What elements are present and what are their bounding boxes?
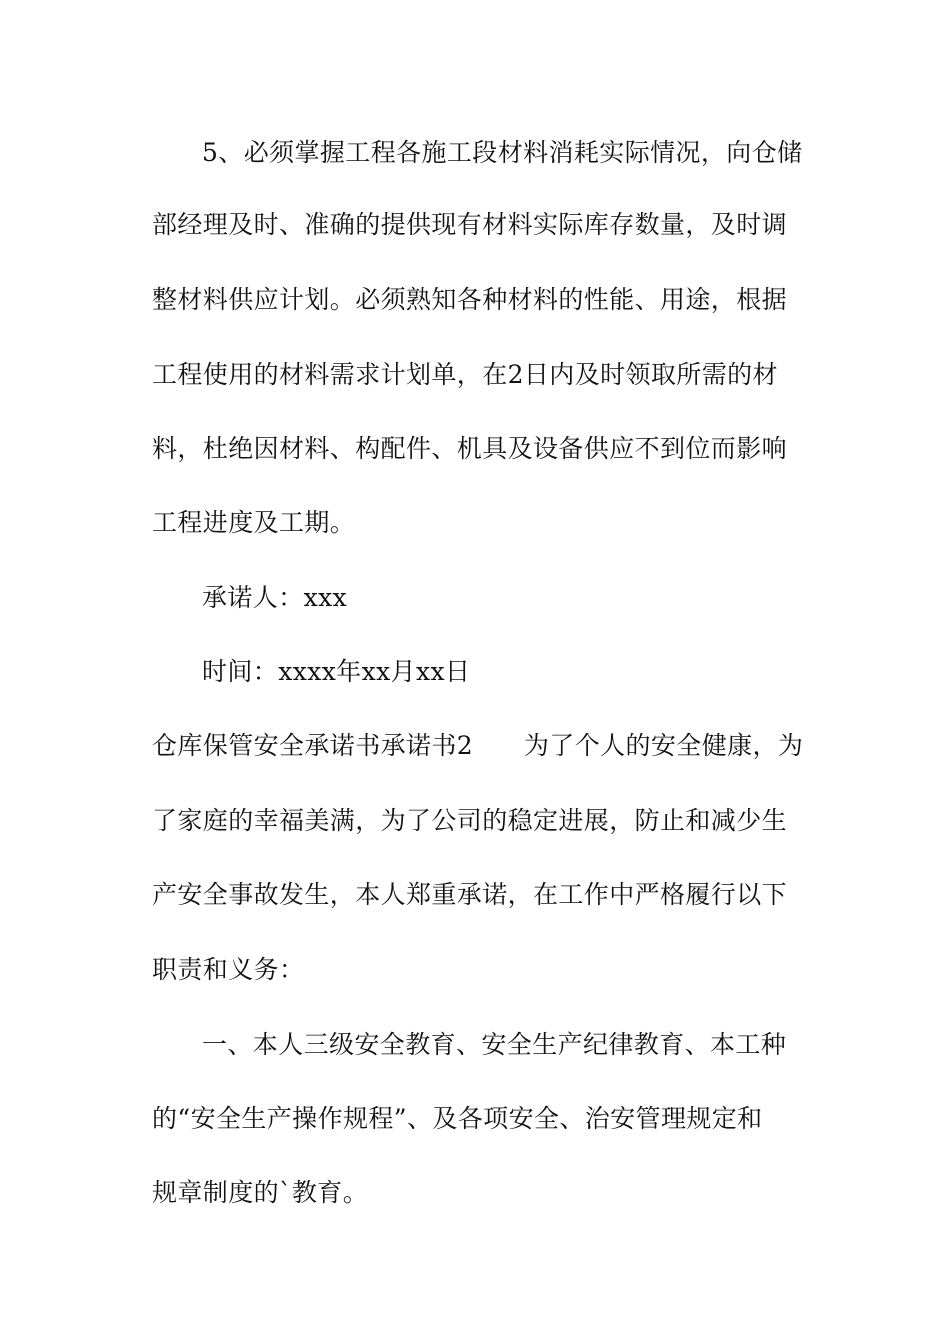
signatory-line: 承诺人：xxx <box>202 583 348 612</box>
date-line: 时间：xxxx年xx月xx日 <box>202 657 471 686</box>
paragraph-line: 职责和义务： <box>152 955 305 984</box>
paragraph-line: 工程使用的材料需求计划单，在2日内及时领取所需的材 <box>152 360 778 389</box>
paragraph-line: 5、必须掌握工程各施工段材料消耗实际情况，向仓储 <box>202 138 803 167</box>
paragraph-line: 了家庭的幸福美满，为了公司的稳定进展，防止和减少生 <box>152 806 788 835</box>
paragraph-line: 产安全事故发生，本人郑重承诺，在工作中严格履行以下 <box>152 880 788 909</box>
paragraph-line: 一、本人三级安全教育、安全生产纪律教育、本工种 <box>202 1030 787 1059</box>
paragraph-line: 整材料供应计划。必须熟知各种材料的性能、用途，根据 <box>152 285 788 314</box>
paragraph-line: 部经理及时、准确的提供现有材料实际库存数量，及时调 <box>152 210 788 239</box>
paragraph-line: 料，杜绝因材料、构配件、机具及设备供应不到位而影响 <box>152 434 788 463</box>
paragraph-line: 规章制度的`教育。 <box>152 1178 369 1207</box>
paragraph-line: 的“安全生产操作规程”、及各项安全、治安管理规定和 <box>152 1104 763 1133</box>
section-heading-line: 仓库保管安全承诺书承诺书2 为了个人的安全健康，为 <box>152 731 804 760</box>
paragraph-line: 工程进度及工期。 <box>152 508 356 537</box>
